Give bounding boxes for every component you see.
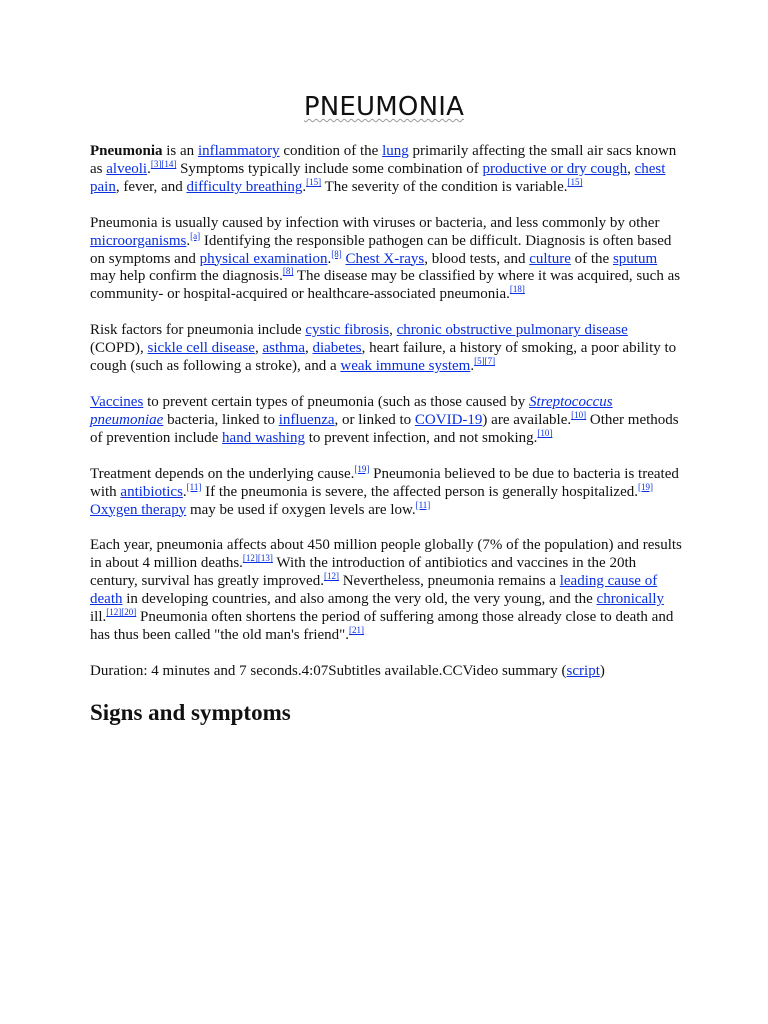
text-run: of the bbox=[570, 250, 613, 267]
bold-term: Pneumonia bbox=[90, 143, 163, 159]
text-run: may be used if oxygen levels are low. bbox=[186, 501, 416, 518]
video-suffix-text: ) bbox=[599, 662, 605, 679]
paragraph bbox=[90, 394, 682, 448]
citation-link[interactable]: [8] bbox=[331, 248, 342, 259]
citation-link[interactable]: [12] bbox=[323, 571, 339, 582]
inline-link[interactable]: chest pain bbox=[90, 160, 666, 195]
text-run: With the introduction of antibiotics and vaccines in the 20th century, survival has greatly improved. bbox=[90, 555, 637, 590]
inline-link[interactable]: lung bbox=[382, 143, 409, 159]
citation-ref bbox=[243, 553, 258, 563]
text-run: Symptoms typically include some combination of bbox=[176, 160, 483, 177]
citation-ref bbox=[571, 410, 586, 420]
text-run: , blood tests, and bbox=[424, 250, 530, 267]
citation-link[interactable]: [11] bbox=[186, 481, 202, 492]
citation-ref bbox=[106, 607, 121, 617]
inline-link[interactable]: sickle cell disease bbox=[147, 340, 255, 357]
inline-link[interactable]: inflammatory bbox=[197, 143, 280, 159]
citation-ref bbox=[151, 159, 162, 169]
text-run: , fever, and bbox=[115, 178, 187, 195]
text-run: may help confirm the diagnosis. bbox=[90, 268, 283, 285]
text-run: condition of the bbox=[279, 143, 383, 159]
citation-ref bbox=[485, 356, 496, 366]
text-run: in developing countries, and also among the very old, the very young, and the bbox=[122, 591, 597, 608]
text-run: bacteria, linked to bbox=[163, 411, 279, 428]
text-run: Pneumonia often shortens the period of suffering among those already close to death and has thus been called "the old man's friend". bbox=[90, 609, 674, 643]
citation-link[interactable]: [7] bbox=[484, 356, 496, 367]
text-run: ) are available. bbox=[482, 411, 572, 428]
citation-link[interactable]: [10] bbox=[571, 409, 587, 420]
inline-link[interactable]: cystic fibrosis bbox=[305, 322, 390, 339]
text-run: to prevent certain types of pneumonia (such as those caused by bbox=[143, 393, 530, 410]
inline-link[interactable]: productive or dry cough bbox=[482, 160, 628, 177]
inline-link[interactable]: hand washing bbox=[222, 429, 305, 446]
citation-link[interactable]: [13] bbox=[257, 553, 273, 564]
video-duration-line bbox=[90, 663, 682, 681]
text-run: , bbox=[627, 160, 635, 177]
citation-link[interactable]: [8] bbox=[282, 266, 294, 277]
paragraph bbox=[90, 322, 682, 376]
inline-link[interactable]: microorganisms bbox=[90, 232, 187, 249]
text-run: . bbox=[147, 160, 151, 177]
citation-ref bbox=[190, 231, 200, 241]
citation-link[interactable]: [12] bbox=[242, 553, 258, 564]
citation-ref bbox=[416, 500, 431, 510]
text-run: If the pneumonia is severe, the affected person is generally hospitalized. bbox=[201, 483, 638, 500]
citation-ref bbox=[474, 356, 485, 366]
text-run: is an bbox=[162, 143, 198, 159]
inline-link[interactable]: asthma bbox=[262, 340, 305, 357]
paragraph bbox=[90, 537, 682, 644]
text-run: . bbox=[186, 232, 191, 249]
text-run: Risk factors for pneumonia include bbox=[90, 322, 306, 339]
inline-link[interactable]: Chest X-rays bbox=[345, 250, 425, 267]
citation-ref bbox=[306, 177, 321, 187]
inline-link[interactable]: weak immune system bbox=[340, 358, 471, 375]
inline-link[interactable]: physical examination bbox=[199, 250, 328, 267]
citation-link[interactable]: [20] bbox=[121, 607, 137, 618]
italic-link-text: Streptococcus pneumoniae bbox=[90, 393, 613, 428]
text-run: . bbox=[470, 358, 475, 375]
inline-link[interactable]: antibiotics bbox=[120, 483, 183, 500]
text-run: primarily affecting the small air sacs known as bbox=[90, 143, 677, 177]
citation-ref bbox=[161, 159, 176, 169]
text-run: , or linked to bbox=[334, 411, 415, 428]
citation-link[interactable]: [19] bbox=[638, 481, 653, 492]
text-run: Treatment depends on the underlying cause. bbox=[90, 465, 355, 482]
title-text: PNEUMONIA bbox=[303, 92, 465, 122]
citation-link[interactable]: [3] bbox=[150, 158, 162, 169]
citation-ref bbox=[567, 177, 582, 187]
citation-link[interactable]: [18] bbox=[509, 284, 525, 295]
inline-link[interactable]: difficulty breathing bbox=[186, 178, 303, 195]
inline-link[interactable]: Vaccines bbox=[90, 393, 144, 410]
text-run: Identifying the responsible pathogen can be difficult. Diagnosis is often based on symptoms and bbox=[90, 232, 672, 267]
article-body bbox=[90, 143, 682, 727]
text-run: Pneumonia is usually caused by infection with viruses or bacteria, and less commonly by other bbox=[90, 214, 660, 231]
inline-link[interactable]: sputum bbox=[612, 250, 658, 267]
video-duration-text: Duration: 4 minutes and 7 seconds.4:07Subtitles available.CCVideo summary ( bbox=[90, 662, 567, 679]
inline-link[interactable]: alveoli bbox=[106, 160, 148, 177]
paragraph bbox=[90, 463, 682, 520]
paragraph bbox=[90, 215, 682, 305]
citation-link[interactable]: [5] bbox=[474, 356, 485, 367]
citation-ref bbox=[354, 464, 369, 474]
citation-link[interactable]: [19] bbox=[354, 463, 370, 474]
citation-link[interactable]: [15] bbox=[567, 176, 583, 187]
citation-link[interactable]: [11] bbox=[415, 499, 431, 510]
citation-link[interactable]: [21] bbox=[349, 624, 365, 635]
inline-link[interactable]: influenza bbox=[278, 411, 335, 428]
text-run: , bbox=[254, 340, 263, 357]
paragraph-list bbox=[90, 143, 682, 645]
inline-link[interactable]: leading cause of death bbox=[90, 573, 658, 608]
text-run: to prevent infection, and not smoking. bbox=[304, 429, 538, 446]
citation-link[interactable]: [14] bbox=[161, 158, 177, 169]
text-run: (COPD), bbox=[90, 340, 148, 357]
text-run: , heart failure, a history of smoking, a poor ability to cough (such as following a stroke), and a bbox=[90, 340, 677, 375]
citation-link[interactable]: [12] bbox=[106, 607, 122, 618]
text-run: Each year, pneumonia affects about 450 million people globally (7% of the population) and results in about 4 million deaths. bbox=[90, 537, 682, 572]
section-heading: Signs and symptoms bbox=[90, 699, 291, 725]
page-title bbox=[0, 89, 768, 125]
text-run: Other methods of prevention include bbox=[90, 411, 679, 446]
text-run: ill. bbox=[90, 609, 107, 626]
text-run: , bbox=[304, 340, 313, 357]
citation-ref bbox=[349, 625, 364, 635]
citation-ref bbox=[638, 482, 653, 492]
video-script-link[interactable]: script bbox=[566, 662, 600, 679]
citation-ref bbox=[331, 249, 342, 259]
inline-link[interactable]: culture bbox=[529, 250, 571, 267]
text-run: The disease may be classified by where it was acquired, such as community- or hospital-acquired or healthcare-associated pneumonia. bbox=[90, 268, 681, 303]
inline-link[interactable]: chronic obstructive pulmonary disease bbox=[396, 322, 628, 339]
citation-ref bbox=[283, 266, 294, 276]
inline-link[interactable]: diabetes bbox=[312, 340, 362, 357]
citation-link[interactable]: [10] bbox=[537, 427, 553, 438]
inline-link[interactable]: COVID-19 bbox=[414, 411, 483, 428]
text-run: The severity of the condition is variable. bbox=[321, 178, 568, 195]
citation-ref bbox=[537, 428, 552, 438]
inline-link[interactable]: chronically bbox=[596, 591, 665, 608]
paragraph bbox=[90, 143, 682, 197]
text-run: , bbox=[389, 322, 397, 339]
text-run: . bbox=[302, 178, 307, 195]
text-run: . bbox=[182, 483, 187, 500]
text-run: . bbox=[327, 250, 332, 267]
text-run: Pneumonia believed to be due to bacteria is treated with bbox=[90, 465, 679, 500]
inline-link[interactable]: Oxygen therapy bbox=[90, 501, 187, 518]
citation-ref bbox=[510, 284, 525, 294]
text-run: Nevertheless, pneumonia remains a bbox=[338, 573, 560, 590]
citation-link[interactable]: [15] bbox=[306, 176, 322, 187]
citation-ref bbox=[187, 482, 202, 492]
citation-ref bbox=[324, 571, 339, 581]
citation-ref bbox=[121, 607, 136, 617]
citation-ref bbox=[258, 553, 273, 563]
citation-link[interactable]: [a] bbox=[190, 230, 201, 241]
